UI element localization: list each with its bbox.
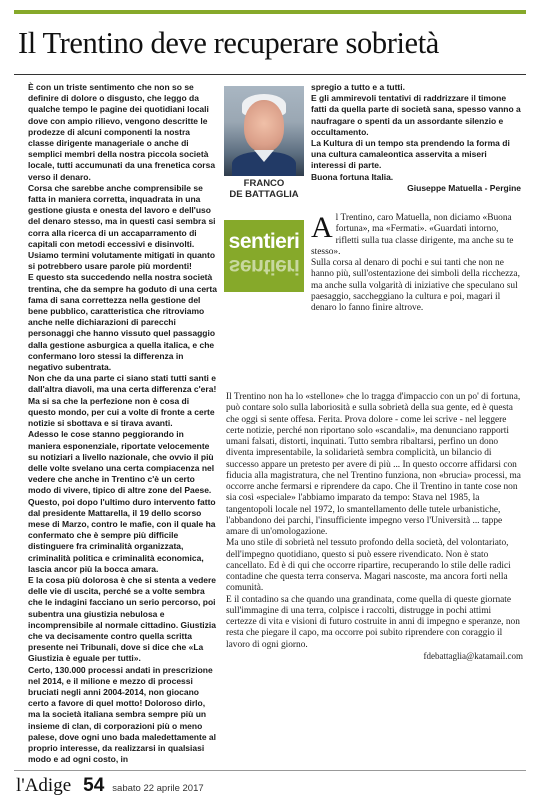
letter-paragraph: È con un triste sentimento che non so se definire di dolore o disgusto, che leggo da qualche tempo le pagine dei quotidiani locali dove con ampio rilievo, vengono descritte le prodezze di alcuni componenti la nostra classe dirigente manageriale o anche di semplici membri della nostra piccola società locale, tutti accumunati da una frenetica corsa verso il denaro. [28, 82, 216, 182]
reply-paragraph: Ma uno stile di sobrietà nel tessuto profondo della società, del volontariato, dell'impegno quotidiano, questo si può essere rivendicato. Non è stato cancellato. Ed è di qui che occorre ripartire, recuperando lo stile delle radici contadine che questa terra conserva. Magari nascoste, ma ancora forti nella comunità. [226, 538, 511, 594]
reader-letter-left-column [28, 82, 218, 765]
author-photo [224, 86, 304, 176]
letter-paragraph: Buona fortuna Italia. [311, 171, 394, 182]
rubric-logo [224, 220, 304, 292]
reply-paragraph: Sulla corsa al denaro di pochi e sui tanti che non ne hanno più, sull'ostentazione dei simboli della ricchezza, ma anche sulla volgarità di iniziative che speculano sul paesaggio, saccheggiano la cultura e poi, magari il denaro lo fanno finire altrove. [311, 258, 520, 313]
letter-paragraph: Certo, 130.000 processi andati in prescrizione nel 2014, e il milione e mezzo di processi bruciati negli anni 2004-2014, non giocano certo a favore di quel motto! Doloroso dirlo, ma la società italiana sembra sempre più un insieme di clan, di corporazioni più o meno palese, dove ogni uno bada maledettamente al proprio interesse, da realizzarsi in qualsiasi modo e ad ogni costo, in [28, 664, 216, 765]
page-title: Il Trentino deve recuperare sobrietà [18, 26, 439, 60]
reply-paragraph: E il contadino sa che quando una grandinata, come quella di queste giornate sull'immagine di una terra, colpisce i raccolti, distrugge in pochi attimi certezze di vita e visioni di futuro costruite in anni di impegno e speranze, non resta che piegare il capo, ma occorre poi subito riprendere con coraggio il lavoro di ogni giorno. [226, 594, 520, 650]
issue-date: sabato 22 aprile 2017 [112, 783, 204, 794]
footer-divider [14, 770, 526, 771]
author-first-name: FRANCO [243, 178, 285, 189]
letter-paragraph: Adesso le cose stanno peggiorando in maniera esponenziale, riportate velocemente su notiziari a livello nazionale, che ovvio il più delle volte svelano una certa compiacenza nel vedere che anche in Trentino c'è un certo modo di vivere, tipico di altre zone del Paese. [28, 429, 215, 496]
editor-reply-lower [226, 392, 523, 662]
reply-paragraph: Il Trentino non ha lo «stellone» che lo tragga d'impaccio con un po' di fortuna, può contare solo sulla laboriosità e sulla sobrietà della sua gente, ed è questa che oggi si sente offesa. Ferita. Prova dolore - come lei scrive - nel leggere certe notizie, perché non riportano solo «scandali», ma denunciano rapporti umani falsati, distorti, inquinati. Tutto sembra ribaltarsi, perfino un dono diventa impresentabile, la solidarietà sembra complicità, un bilancio di successo appare un pretesto per avere di più ... In questo occorre affidarsi con fiducia alla magistratura, che nel Trentino funziona, non «brucia» processi, ma occorre anche fermarsi e riprendere da capo. Che il Trentino in tante cose non sia così «speciale» l'abbiamo imparato da tempo: Stava nel 1985, la tangentopoli locale nel 1972, lo smantellamento delle tutele urbanistiche, l'abbandono dei parchi, l'insufficiente impegno verso l'Università ... tappe amare di un'omologazione. [226, 392, 521, 537]
reader-letter-right-column [311, 82, 521, 194]
reply-paragraph: l Trentino, caro Matuella, non diciamo «Buona fortuna», ma «Fermati». «Guardati intorno, rifletti sulla tua classe dirigente, ma anche su te stesso». [311, 213, 514, 257]
top-accent-rule [14, 10, 526, 14]
letter-paragraph: E questo sta succedendo nella nostra società trentina, che da sempre ha goduto di una certa fama di sana correttezza nella gestione del bene pubblico, caratteristica che ritroviamo anche nelle dichiarazioni di parecchi personaggi che hanno vissuto quel passaggio dalla gestione asburgica a quella italica, e che confermano loro stessi la differenza in negativo subentrata. [28, 272, 217, 373]
author-byline [224, 178, 304, 200]
page-footer [16, 775, 204, 797]
newspaper-logo: l'Adige [16, 775, 72, 796]
author-last-name: DE BATTAGLIA [229, 189, 299, 200]
letter-paragraph: spregio a tutto e a tutti. [311, 82, 405, 92]
letter-paragraph: Corsa che sarebbe anche comprensibile se fatta in maniera corretta, inquadrata in una gestione giusta e onesta del lavoro e dell'uso del denaro stesso, ma in questi casi sembra si corra alla ricerca di un accaparramento di capitali con metodi eccessivi e disinvolti. Usiamo termini volutamente mitigati in quanto si potrebbero usare parole più mordenti! [28, 182, 216, 272]
page-number: 54 [83, 775, 105, 796]
letter-paragraph: E la cosa più dolorosa è che si stenta a vedere delle vie di uscita, perché se a volte sembra che le indagini facciano un serio percorso, poi subentra una giustizia nebulosa e incomprensibile al normale cittadino. Giustizia che va decisamente contro quella scritta presente nei Tribunali, dove si dice che «La Giustizia è eguale per tutti». [28, 574, 217, 664]
letter-signature: Giuseppe Matuella - Pergine [407, 182, 521, 193]
letter-paragraph: Questo, poi dopo l'ultimo duro intervento fatto dal presidente Mattarella, il 19 dello scorso mese di Marzo, contro le mafie, con il quale ha confermato che è sempre più difficile distinguere fra criminalità organizzata, criminalità politica e criminalità economica, lascia ancor più la bocca amara. [28, 496, 216, 574]
letter-paragraph: La Kultura di un tempo sta prendendo la forma di una cultura camaleontica asservita a miseri interessi di parte. [311, 138, 510, 171]
drop-cap: A [311, 211, 333, 244]
headline-divider [14, 74, 526, 75]
rubric-label: sentieri [228, 230, 300, 253]
editor-reply-upper [311, 213, 521, 314]
letter-paragraph: Non che da una parte ci siano stati tutti santi e dall'altra diavoli, ma una certa differenza c'era! Ma si sa che la perfezione non è cosa di questo mondo, per cui a volte di fronte a certe notizie si sbottava e si tirava avanti. [28, 373, 217, 429]
author-email: fdebattaglia@katamail.com [423, 650, 523, 661]
letter-paragraph: E gli ammirevoli tentativi di raddrizzare il timone fatti da quella parte di società sana, spesso vanno a naufragare o spenti da un assordante silenzio e occultamento. [311, 93, 521, 137]
rubric-reflection: sentieri [228, 255, 300, 278]
